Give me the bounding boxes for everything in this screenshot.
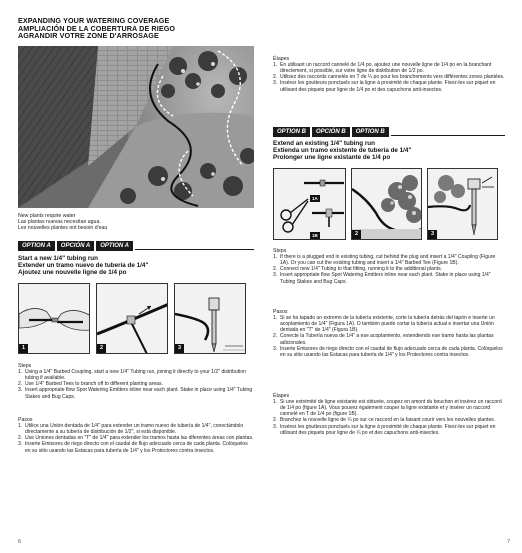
list-item: 1. Utilice una Unión dentada de 1/4" para extender un tramo nuevo de tubería de 1/4", conectándolo directamente a su tubería de distribución de 1/2", si está disponible. <box>18 423 244 436</box>
list-item: 1. If there is a plugged end in existing tubing, cut behind the plug and insert a 1/4" Coupling (Figure 1A). Or you can cut the existing tubing and insert a 1/4" Barbed Tee (Figure 1B). <box>273 254 496 267</box>
list-item: 1. Using a 1/4" Barbed Coupling, start a new 1/4" Tubing run, joining it directly to your 1/2" distribution tubing if available. <box>18 369 246 382</box>
steps-es-b-title: Pasos <box>273 309 288 315</box>
steps-fr-b-list <box>273 399 505 436</box>
hands-coupling-illustration <box>19 284 90 354</box>
figure-b3-number: 3 <box>428 230 437 239</box>
option-b-heading-es: Extienda un tramo existente de tubería de 1/4" <box>273 146 412 154</box>
caption-fr: Les nouvelles plantes ont besoin d'eau <box>18 225 108 232</box>
list-item: 2. Use Uniones dentadas en "T" de 1/4" para extender los tramos hasta las diferentes áreas con plantas. <box>18 435 254 442</box>
figure-1b-label: 1B <box>312 233 318 238</box>
list-item: 2. Conecte la Tubería nueva de 1/4" a ese acoplamiento, extendiendo ese tramo hasta las plantas adicionales. <box>273 333 494 346</box>
option-b-heading-en: Extend an existing 1/4" tubing run <box>273 140 375 147</box>
caption-es: Las plantas nuevas necesitan agua. <box>18 219 101 226</box>
option-a-heading-es: Extender un tramo nuevo de tubería de 1/4" <box>18 261 149 269</box>
garden-aerial-photo <box>18 46 254 208</box>
heading-es: AMPLIACIÓN DE LA COBERTURA DE RIEGO <box>18 23 176 33</box>
figure-1a-label: 1A <box>312 196 318 201</box>
option-a-tab-fr: OPTION A <box>96 241 133 251</box>
figure-a3 <box>174 283 246 354</box>
barbed-tee-illustration <box>97 284 168 354</box>
list-item: 3. Inserte Emisores de riego directo con el caudal de flujo adecuado cerca de cada planta. Colóquelos en su sitio usando las Estacas para tubería de 1/4" y los Protectores contra insectos. <box>18 441 248 454</box>
option-a-steps-en <box>18 363 254 400</box>
steps-en-b-list <box>273 254 505 284</box>
list-item: 3. Insérez les goutteurs ponctuels sur la ligne à proximité de chaque plante. Fixez-les sur piquet en utilisant des piquets pour ligne de 1/4 po et des capuchons anti-insectes. <box>273 80 496 93</box>
right-page <box>261 0 522 553</box>
figure-b2-number: 2 <box>352 230 361 239</box>
steps-en-b-title: Steps <box>273 248 287 254</box>
option-a-steps-fr <box>273 56 505 93</box>
list-item: 2. Connect new 1/4" Tubing to that fitting, running it to the additional plants. <box>273 266 442 273</box>
option-a-heading <box>18 256 254 276</box>
list-item: 3. Inserte Emisores de riego directo con el caudal de flujo adecuado cerca de cada planta. Colóquelos en su sitio usando las Estacas para tubería de 1/4" y los Protectores contra insectos. <box>273 345 503 358</box>
emitter-stake-illustration <box>428 169 498 240</box>
option-b-steps-es <box>273 309 505 358</box>
option-b-rule <box>391 127 505 136</box>
list-item: 3. Insert appropriate flow Spot Watering Emitters inline near each plant. Stake in place using 1/4" Tubing Stakes and Bug Caps. <box>273 272 491 285</box>
option-b-tab-fr: OPTION B <box>352 127 389 137</box>
heading-en: EXPANDING YOUR WATERING COVERAGE <box>18 16 170 25</box>
list-item: 2. Use 1/4" Barbed Tees to branch off to different planting areas. <box>18 381 163 388</box>
option-a-rule <box>135 241 254 250</box>
section-heading <box>18 17 258 40</box>
figure-b3 <box>427 168 498 240</box>
scissors-cut-illustration <box>274 169 346 240</box>
option-b-tab-en: OPTION B <box>273 127 310 137</box>
figure-a1 <box>18 283 90 354</box>
page-number-left: 6 <box>18 539 21 545</box>
page-number-right: 7 <box>507 539 510 545</box>
option-a-tab-en: OPTION A <box>18 241 55 251</box>
tubing-to-plants-illustration <box>352 169 422 240</box>
list-item: 3. Insérez les goutteurs ponctuels sur la ligne à proximité de chaque plante. Fixez-les sur piquet en utilisant des piquets pour ligne de ¼ po et des capuchons anti-insectes. <box>273 423 496 436</box>
figure-a2-number: 2 <box>97 344 106 353</box>
steps-en-list <box>18 369 254 399</box>
option-a-bar <box>18 241 254 251</box>
list-item: 2. Utilisez des raccords cannelés en T de ¼ po pour les branchements vers différentes zones plantées. <box>273 74 505 81</box>
option-b-heading <box>273 141 509 161</box>
garden-photo-illustration <box>18 46 254 208</box>
steps-en-title: Steps <box>18 363 32 369</box>
option-b-tab-es: OPCIÓN B <box>312 127 350 137</box>
steps-fr-b-title: Étapes <box>273 393 290 399</box>
photo-caption <box>18 213 254 232</box>
heading-fr: AGRANDIR VOTRE ZONE D'ARROSAGE <box>18 31 159 41</box>
steps-fr-a-list <box>273 62 505 92</box>
option-b-heading-fr: Prolonger une ligne existante de 1/4 po <box>273 153 391 161</box>
figure-a1-number: 1 <box>19 344 28 353</box>
option-b-figures <box>273 168 498 240</box>
list-item: 2. Branchez la nouvelle ligne de ¼ po sur ce raccord en la faisant courir vers les nouvelles plantes. <box>273 417 496 424</box>
steps-fr-a-title: Étapes <box>273 56 290 62</box>
option-b-steps-en <box>273 248 505 285</box>
tubing-stake-illustration <box>175 284 246 354</box>
option-a-tab-es: OPCIÓN A <box>57 241 94 251</box>
option-a-heading-fr: Ajoutez une nouvelle ligne de 1/4 po <box>18 268 127 276</box>
option-b-steps-fr <box>273 393 505 436</box>
list-item: 1. Si une extrémité de ligne existante est obturée, coupez en amont du bouchon et insérez un raccord de 1/4 po (figure 1A). Vous pouvez également couper la ligne existante et y insérer un raccord cannelé en T de 1/4 po (figure 1B). <box>273 399 502 418</box>
option-a-steps-es <box>18 417 254 454</box>
figure-a2 <box>96 283 168 354</box>
steps-es-b-list <box>273 315 505 358</box>
figure-b1 <box>273 168 346 240</box>
caption-en: New plants require water <box>18 213 76 219</box>
figure-a3-number: 3 <box>175 344 184 353</box>
list-item: 1. Si se ha tapado un extremo de la tubería existente, corte la tubería detrás del tapón e inserte un acoplamiento de 1/4" (Figura 1A). O también puede cortar la tubería actual e insertar una Unión dentada en "T" de 1/4" (Figura 1B). <box>273 315 495 334</box>
steps-es-list <box>18 423 254 453</box>
option-a-figures <box>18 283 246 354</box>
option-a-heading-en: Start a new 1/4" tubing run <box>18 255 98 262</box>
option-b-bar <box>273 127 505 137</box>
steps-es-title: Pasos <box>18 417 33 423</box>
figure-b2 <box>351 168 422 240</box>
list-item: 3. Insert appropriate flow Spot Watering Emitters inline near each plant. Stake in place using 1/4" Tubing Stakes and Bug Caps. <box>18 387 253 400</box>
list-item: 1. En utilisant un raccord cannelé de 1/4 po, ajoutez une nouvelle ligne de 1/4 po en la branchant directement, si possible, sur votre ligne de distribution de 1/2 po. <box>273 62 492 75</box>
